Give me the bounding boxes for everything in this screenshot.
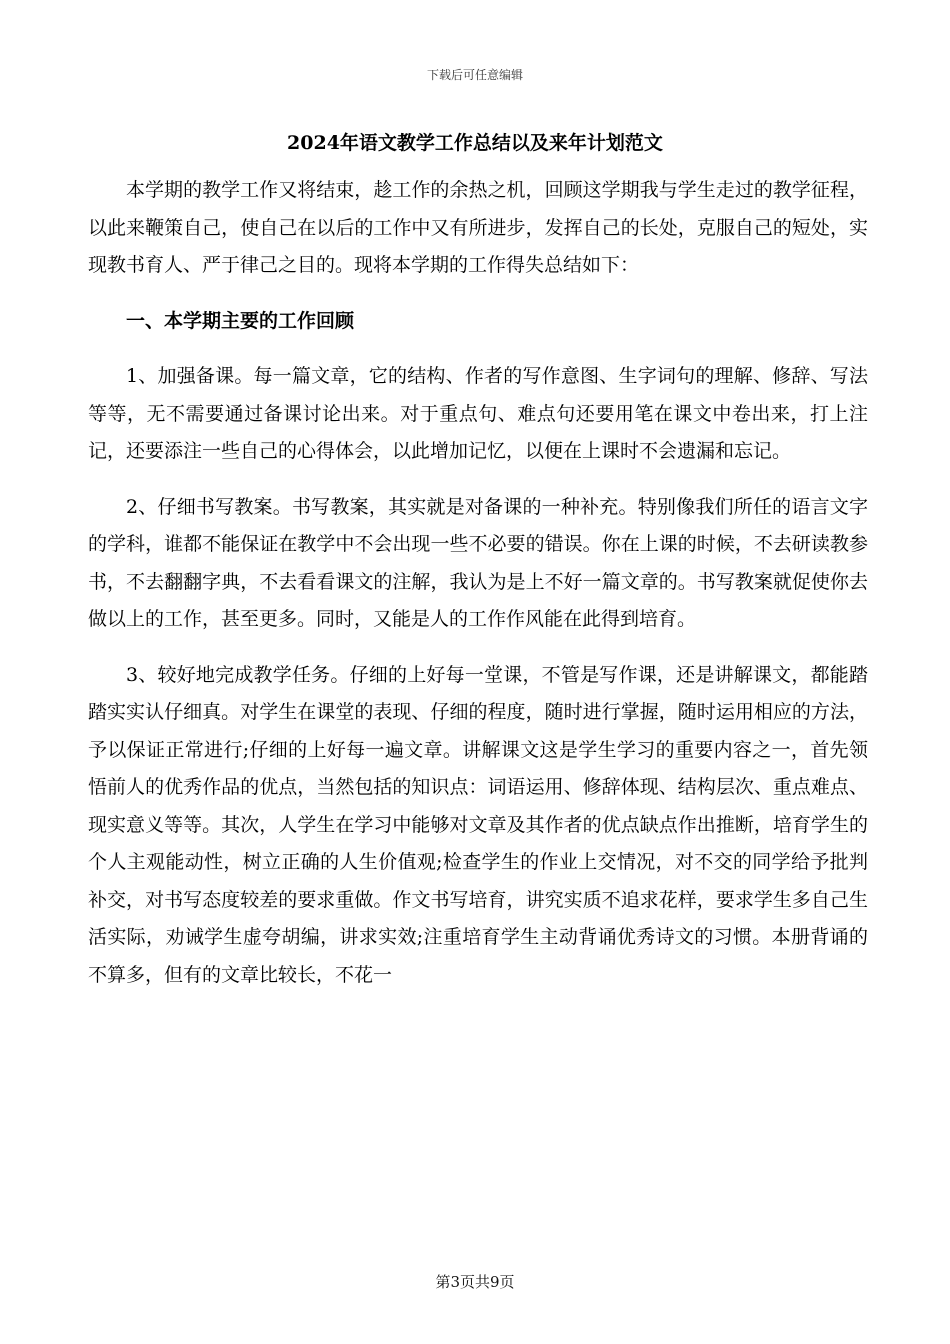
list-item-paragraph: 1、加强备课。每一篇文章，它的结构、作者的写作意图、生字词句的理解、修辞、写法等等，无不需要通过备课讨论出来。对于重点句、难点句还要用笔在课文中卷出来，打上注记，还要添注一些自己的心得体会，以此增加记忆，以便在上课时不会遗漏和忘记。 xyxy=(88,365,868,462)
document-title: 2024年语文教学工作总结以及来年计划范文 xyxy=(287,132,663,154)
header-note: 下载后可任意编辑 xyxy=(426,68,523,82)
page-number: 第3页共9页 xyxy=(435,1273,515,1291)
intro-paragraph: 本学期的教学工作又将结束，趁工作的余热之机，回顾这学期我与学生走过的教学征程，以此来鞭策自己，使自己在以后的工作中又有所进步，发挥自己的长处，克服自己的短处，实现教书育人、严于律己之目的。现将本学期的工作得失总结如下： xyxy=(88,179,868,276)
list-item-paragraph: 2、仔细书写教案。书写教案，其实就是对备课的一种补充。特别像我们所任的语言文字的学科，谁都不能保证在教学中不会出现一些不必要的错误。你在上课的时候，不去研读教参书，不去翻翻字典，不去看看课文的注解，我认为是上不好一篇文章的。书写教案就促使你去做以上的工作，甚至更多。同时，又能是人的工作作风能在此得到培育。 xyxy=(88,495,868,630)
document-body xyxy=(88,172,868,1012)
section-heading: 一、本学期主要的工作回顾 xyxy=(126,309,355,332)
list-item-paragraph: 3、较好地完成教学任务。仔细的上好每一堂课，不管是写作课，还是讲解课文，都能踏踏实实认仔细真。对学生在课堂的表现、仔细的程度，随时进行掌握，随时运用相应的方法，予以保证正常进行;仔细的上好每一遍文章。讲解课文这是学生学习的重要内容之一，首先领悟前人的优秀作品的优点，当然包括的知识点：词语运用、修辞体现、结构层次、重点难点、现实意义等等。其次，人学生在学习中能够对文章及其作者的优点缺点作出推断，培育学生的个人主观能动性，树立正确的人生价值观;检查学生的作业上交情况，对不交的同学给予批判补交，对书写态度较差的要求重做。作文书写培育，讲究实质不追求花样，要求学生多自己生活实际，劝诫学生虚夸胡编，讲求实效;注重培育学生主动背诵优秀诗文的习惯。本册背诵的不算多，但有的文章比较长，不花一 xyxy=(88,663,868,986)
